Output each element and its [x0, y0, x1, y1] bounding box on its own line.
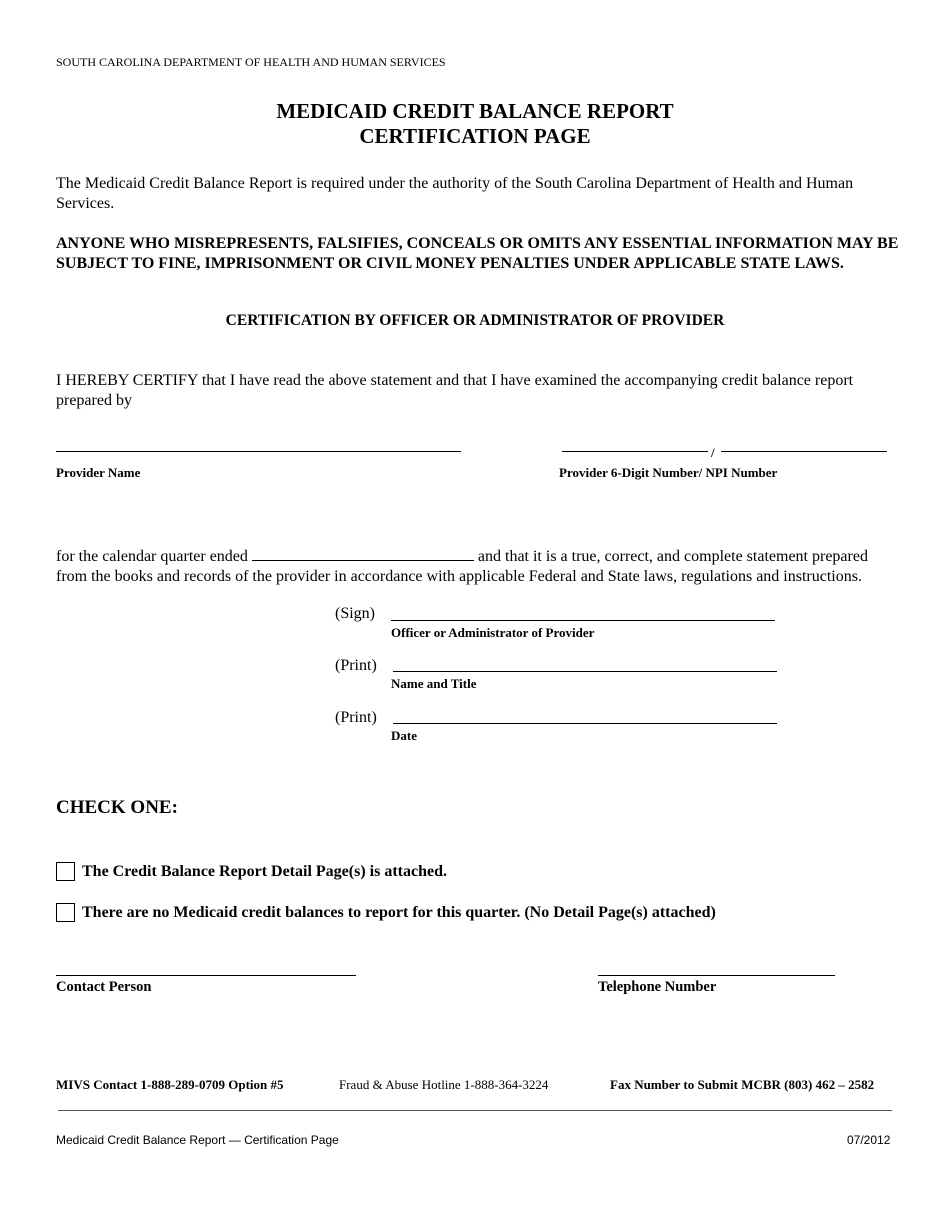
no-balances-checkbox[interactable]: [56, 903, 75, 922]
detail-attached-label: The Credit Balance Report Detail Page(s) is attached.: [82, 862, 447, 880]
provider-name-label: Provider Name: [56, 465, 141, 480]
mivs-contact: MIVS Contact 1-888-289-0709 Option #5: [56, 1077, 284, 1092]
name-title-label: Name and Title: [391, 676, 477, 691]
option-no-balances[interactable]: [56, 903, 716, 922]
page-title: MEDICAID CREDIT BALANCE REPORT: [276, 99, 674, 123]
officer-signature-label: Officer or Administrator of Provider: [391, 625, 595, 640]
npi-number-field[interactable]: [721, 451, 887, 452]
print-date-prefix: (Print): [335, 709, 377, 726]
sign-prefix: (Sign): [335, 605, 375, 622]
intro-paragraph: The Medicaid Credit Balance Report is required under the authority of the South Carolina Department of Health and Human Services.: [56, 175, 854, 212]
quarter-paragraph: [56, 546, 901, 587]
telephone-label: Telephone Number: [598, 979, 717, 995]
check-one-heading: CHECK ONE:: [56, 797, 178, 818]
provider-number-field[interactable]: [562, 451, 708, 452]
option-detail-attached[interactable]: [56, 862, 447, 881]
quarter-prefix: for the calendar quarter ended: [56, 548, 248, 565]
provider-number-separator: /: [711, 445, 715, 460]
warning-paragraph: ANYONE WHO MISREPRESENTS, FALSIFIES, CONCEALS OR OMITS ANY ESSENTIAL INFORMATION MAY BE SUBJECT TO FINE, IMPRISONMENT OR CIVIL MONEY PENALTIES UNDER APPLICABLE STATE LAWS.: [56, 235, 899, 272]
fax-number: Fax Number to Submit MCBR (803) 462 – 2582: [610, 1077, 875, 1092]
quarter-suffix: and that it is a true, correct, and complete statement prepared from the books and records of the provider in accordance with applicable Federal and State laws, regulations and instructions.: [56, 548, 868, 585]
date-field[interactable]: [393, 723, 777, 724]
certification-heading: CERTIFICATION BY OFFICER OR ADMINISTRATOR OF PROVIDER: [225, 312, 725, 329]
footer-divider: [58, 1110, 892, 1111]
footer-date: 07/2012: [847, 1133, 891, 1147]
contact-person-label: Contact Person: [56, 979, 152, 995]
footer-doc-title: Medicaid Credit Balance Report — Certification Page: [56, 1133, 339, 1147]
provider-name-field[interactable]: [56, 451, 461, 452]
contact-person-field[interactable]: [56, 975, 356, 976]
quarter-end-field[interactable]: [252, 546, 474, 561]
name-title-field[interactable]: [393, 671, 777, 672]
page-subtitle: CERTIFICATION PAGE: [359, 124, 591, 148]
fraud-hotline: Fraud & Abuse Hotline 1-888-364-3224: [339, 1077, 549, 1092]
officer-signature-field[interactable]: [391, 620, 775, 621]
date-label: Date: [391, 728, 417, 743]
detail-attached-checkbox[interactable]: [56, 862, 75, 881]
agency-name: SOUTH CAROLINA DEPARTMENT OF HEALTH AND HUMAN SERVICES: [56, 55, 446, 69]
provider-number-label: Provider 6-Digit Number/ NPI Number: [559, 465, 778, 480]
telephone-field[interactable]: [598, 975, 835, 976]
print-name-prefix: (Print): [335, 657, 377, 674]
no-balances-label: There are no Medicaid credit balances to report for this quarter. (No Detail Page(s) attached): [82, 903, 716, 921]
certification-statement: I HEREBY CERTIFY that I have read the above statement and that I have examined the accompanying credit balance report prepared by: [56, 372, 854, 409]
